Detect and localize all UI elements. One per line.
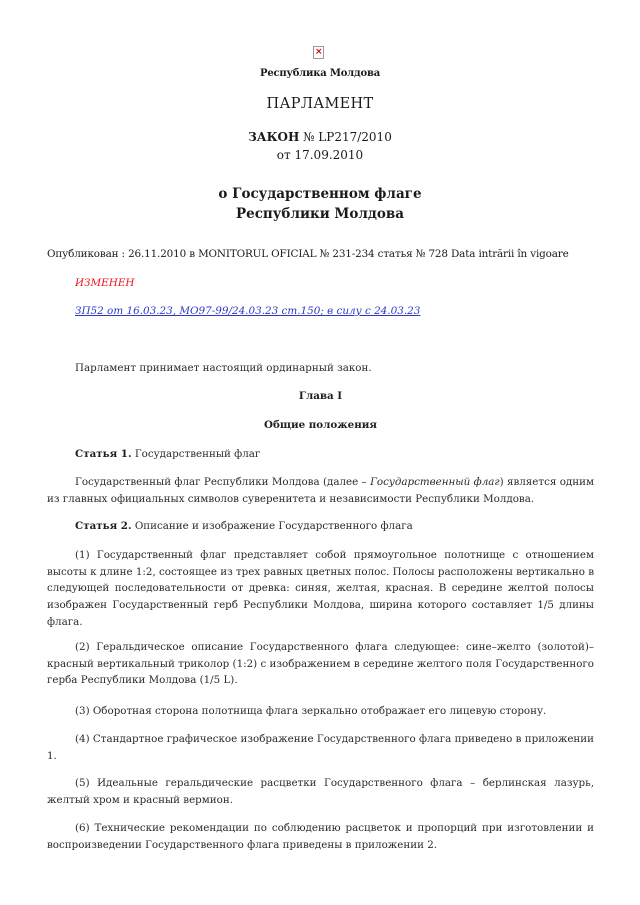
article-2-paragraph-1 <box>47 547 594 631</box>
paragraph-text: (2) Геральдическое описание Государственного флага следующее: сине–желто (золотой)–красный вертикальный триколор (1:2) с изображением в середине желтого поля Государственного герба Республики Молдова (1/5 L). <box>47 641 594 687</box>
preamble <box>47 360 594 377</box>
modified-label: ИЗМЕНЕН <box>75 277 135 289</box>
modification-link[interactable]: ЗП52 от 16.03.23, MO97-99/24.03.23 ст.150; в силу с 24.03.23 <box>75 305 421 317</box>
institution-name: ПАРЛАМЕНТ <box>266 96 374 112</box>
chapter-number: Глава I <box>298 390 343 402</box>
article-2-heading <box>47 518 594 535</box>
article-title: Государственный флаг <box>134 448 261 460</box>
article-2-paragraph-4 <box>47 731 594 764</box>
publication-info: Опубликован : 26.11.2010 в MONITORUL OFICIAL № 231-234 статья № 728 Data intrării în vigoare <box>47 248 569 260</box>
law-title-line-1: о Государственном флаге <box>218 186 422 202</box>
article-2-paragraph-6 <box>47 820 594 853</box>
article-2-paragraph-5 <box>47 775 594 808</box>
law-number-value: № LP217/2010 <box>303 130 392 144</box>
paragraph-text: Государственный флаг Республики Молдова (далее – <box>75 476 371 488</box>
article-1-heading <box>47 446 594 463</box>
law-label: ЗАКОН <box>248 130 300 144</box>
law-title-line-2: Республики Молдова <box>235 206 405 222</box>
broken-image-icon: × <box>315 47 323 57</box>
article-1-paragraph <box>47 474 594 507</box>
article-2-paragraph-3 <box>47 703 594 720</box>
chapter-title: Общие положения <box>263 419 377 431</box>
paragraph-text: (5) Идеальные геральдические расцветки Государственного флага – берлинская лазурь, желтый хром и красный вермион. <box>47 777 594 806</box>
article-label: Статья 2. <box>75 520 132 532</box>
paragraph-text: ) является одним из главных официальных символов суверенитета и независимости Республики Молдова. <box>47 476 594 505</box>
article-2-paragraph-2 <box>47 639 594 689</box>
paragraph-text: (6) Технические рекомендации по соблюдению расцветок и пропорций при изготовлении и воспроизведении Государственного флага приведены в приложении 2. <box>47 822 594 851</box>
country-name: Республика Молдова <box>260 68 380 79</box>
article-title: Описание и изображение Государственного флага <box>134 520 413 532</box>
defined-term: Государственный флаг <box>370 476 500 488</box>
paragraph-text: (4) Стандартное графическое изображение Государственного флага приведено в приложении 1. <box>47 733 594 762</box>
preamble-text: Парламент принимает настоящий ординарный закон. <box>75 362 372 374</box>
paragraph-text: (3) Оборотная сторона полотнища флага зеркально отображает его лицевую сторону. <box>75 705 547 717</box>
law-date: от 17.09.2010 <box>276 148 364 162</box>
article-label: Статья 1. <box>75 448 132 460</box>
paragraph-text: (1) Государственный флаг представляет собой прямоугольное полотнище с отношением высоты к длине 1:2, состоящее из трех равных цветных полос. Полосы расположены вертикально в следующей последовательности от древка: синяя, желтая, красная. В середине желтой полосы изображен Государственный герб Республики Молдова, ширина которого составляет 1/5 длины флага. <box>47 549 594 628</box>
law-number <box>0 130 640 144</box>
